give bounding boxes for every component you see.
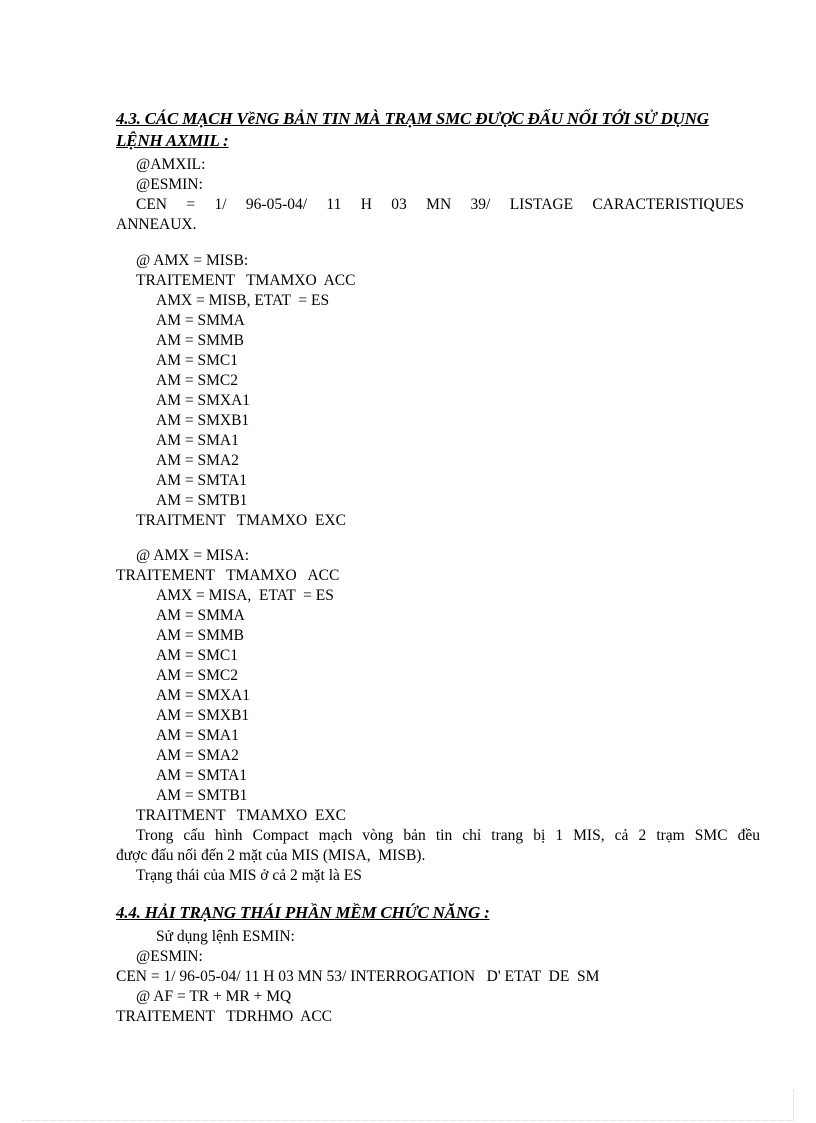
- am-item: AM = SMTB1: [156, 787, 248, 804]
- am-item: AM = SMA2: [156, 452, 239, 469]
- am-item: AM = SMC1: [156, 647, 238, 664]
- treatment-start-misa: TRAITEMENT TMAMXO ACC: [116, 567, 340, 584]
- am-item: AM = SMC1: [156, 352, 238, 369]
- am-item: AM = SMA1: [156, 432, 239, 449]
- command-amxil: @AMXIL:: [136, 156, 206, 173]
- am-item: AM = SMXA1: [156, 687, 251, 704]
- treatment-start-misb: TRAITEMENT TMAMXO ACC: [136, 272, 356, 289]
- amx-state-misa: AMX = MISA, ETAT = ES: [156, 587, 334, 604]
- am-item: AM = SMMB: [156, 627, 244, 644]
- am-item: AM = SMXB1: [156, 412, 250, 429]
- section-heading-4-3: 4.3. CÁC MẠCH VềNG BẢN TIN MÀ TRẠM SMC ĐƯỢC ĐẤU NỐI TỚI SỬ DỤNG LỆNH AXMIL :: [116, 109, 709, 150]
- paragraph-line: Trong cấu hình Compact mạch vòng bản tin chỉ trang bị 1 MIS, cả 2 trạm SMC đều: [136, 827, 760, 844]
- am-item: AM = SMMA: [156, 312, 245, 329]
- command-amx-misb: @ AMX = MISB:: [136, 252, 249, 269]
- section-heading-4-4: 4.4. HẢI TRẠNG THÁI PHẦN MỀM CHỨC NĂNG :: [116, 903, 490, 922]
- command-amx-misa: @ AMX = MISA:: [136, 547, 250, 564]
- page-right-border: [793, 1090, 794, 1120]
- paragraph-line: được đấu nối đến 2 mặt của MIS (MISA, MISB).: [116, 847, 426, 864]
- command-esmin: @ESMIN:: [136, 176, 203, 193]
- am-item: AM = SMTB1: [156, 492, 248, 509]
- am-item: AM = SMA2: [156, 747, 239, 764]
- am-item: AM = SMXA1: [156, 392, 251, 409]
- command-af: @ AF = TR + MR + MQ: [136, 988, 292, 1005]
- am-item: AM = SMC2: [156, 372, 238, 389]
- am-item: AM = SMC2: [156, 667, 238, 684]
- treatment-end-misa: TRAITMENT TMAMXO EXC: [136, 807, 346, 824]
- command-esmin: @ESMIN:: [136, 948, 203, 965]
- paragraph-line: Trạng thái của MIS ở cả 2 mặt là ES: [136, 867, 362, 884]
- am-item: AM = SMMB: [156, 332, 244, 349]
- instruction-line: Sử dụng lệnh ESMIN:: [156, 928, 295, 945]
- am-item: AM = SMMA: [156, 607, 245, 624]
- am-item: AM = SMA1: [156, 727, 239, 744]
- am-item: AM = SMTA1: [156, 767, 248, 784]
- am-item: AM = SMTA1: [156, 472, 248, 489]
- amx-state-misb: AMX = MISB, ETAT = ES: [156, 292, 330, 309]
- treatment-start: TRAITEMENT TDRHMO ACC: [116, 1008, 333, 1025]
- cen-output-line: CEN = 1/ 96-05-04/ 11 H 03 MN 53/ INTERROGATION D' ETAT DE SM: [116, 968, 600, 985]
- treatment-end-misb: TRAITMENT TMAMXO EXC: [136, 512, 346, 529]
- page-bottom-border: [22, 1120, 794, 1121]
- cen-output-continuation: ANNEAUX.: [116, 216, 197, 233]
- am-item: AM = SMXB1: [156, 707, 250, 724]
- cen-output-line: CEN = 1/ 96-05-04/ 11 H 03 MN 39/ LISTAGE CARACTERISTIQUES: [136, 196, 744, 213]
